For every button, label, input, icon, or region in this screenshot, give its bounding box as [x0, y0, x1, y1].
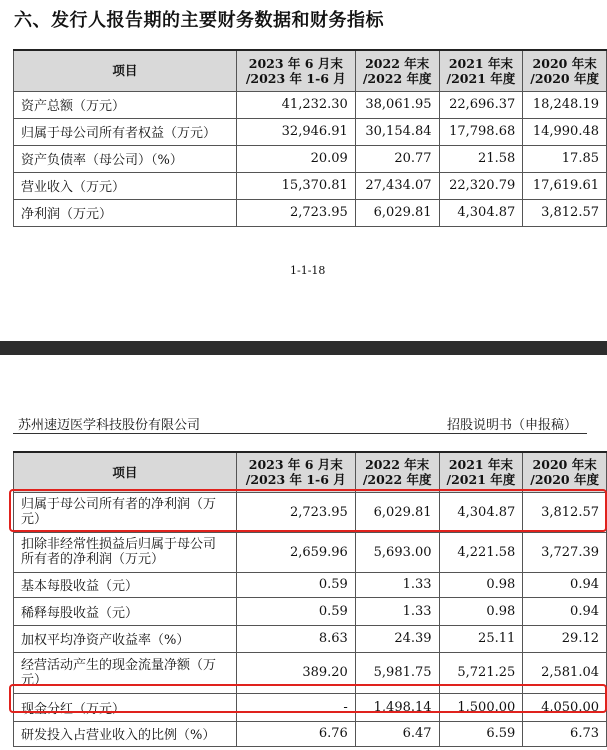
- row-value: 1,498.14: [355, 693, 439, 721]
- table-row: [14, 572, 607, 597]
- row-value: 2,581.04: [523, 652, 607, 693]
- row-label: 营业收入（万元）: [14, 172, 237, 199]
- row-label: 扣除非经常性损益后归属于母公司所有者的净利润（万元）: [14, 532, 237, 572]
- row-label: 归属于母公司所有者的净利润（万元）: [14, 492, 237, 532]
- row-label: 稀释每股收益（元）: [14, 597, 237, 625]
- row-value: 2,723.95: [236, 492, 355, 532]
- row-value: 6.73: [523, 721, 607, 746]
- row-value: 3,727.39: [523, 532, 607, 572]
- header-item: 项目: [14, 50, 237, 91]
- row-value: 14,990.48: [523, 118, 607, 145]
- row-value: 0.94: [523, 572, 607, 597]
- document-type: 招股说明书（申报稿）: [446, 418, 577, 433]
- row-value: 17.85: [523, 145, 607, 172]
- row-value: 21.58: [439, 145, 523, 172]
- table-header-row: [14, 452, 607, 492]
- row-value: 5,721.25: [439, 652, 523, 693]
- table-row: [14, 532, 607, 572]
- header-item: 项目: [14, 452, 237, 492]
- header-rule: [13, 433, 587, 434]
- page-divider: [0, 341, 607, 355]
- row-value: 27,434.07: [355, 172, 439, 199]
- row-value: 6.59: [439, 721, 523, 746]
- header-col-2023h1: 2023 年 6 月末 /2023 年 1-6 月: [236, 50, 355, 91]
- row-label: 现金分红（万元）: [14, 693, 237, 721]
- row-value: 29.12: [523, 625, 607, 652]
- row-value: 22,320.79: [439, 172, 523, 199]
- header-col-2022: 2022 年末 /2022 年度: [355, 50, 439, 91]
- header-col-2023h1: 2023 年 6 月末 /2023 年 1-6 月: [236, 452, 355, 492]
- row-value: 4,304.87: [439, 199, 523, 226]
- row-value: 20.09: [236, 145, 355, 172]
- row-value: 5,693.00: [355, 532, 439, 572]
- table-row: [14, 597, 607, 625]
- row-value: 0.59: [236, 597, 355, 625]
- row-value: 38,061.95: [355, 91, 439, 118]
- table-row: [14, 199, 607, 226]
- row-label: 资产负债率（母公司）（%）: [14, 145, 237, 172]
- header-col-2021: 2021 年末 /2021 年度: [439, 452, 523, 492]
- header-col-2020: 2020 年末 /2020 年度: [523, 50, 607, 91]
- row-value: 0.59: [236, 572, 355, 597]
- header-col-2020: 2020 年末 /2020 年度: [523, 452, 607, 492]
- table-row: [14, 693, 607, 721]
- row-value: 1,500.00: [439, 693, 523, 721]
- company-name: 苏州速迈医学科技股份有限公司: [18, 418, 201, 433]
- row-label: 基本每股收益（元）: [14, 572, 237, 597]
- row-label: 资产总额（万元）: [14, 91, 237, 118]
- row-label: 归属于母公司所有者权益（万元）: [14, 118, 237, 145]
- row-value: -: [236, 693, 355, 721]
- row-value: 4,050.00: [523, 693, 607, 721]
- table-row: [14, 91, 607, 118]
- table-row: [14, 145, 607, 172]
- financial-table-2: [13, 451, 607, 747]
- table-row: [14, 652, 607, 693]
- row-value: 17,798.68: [439, 118, 523, 145]
- row-value: 6.47: [355, 721, 439, 746]
- table-row: [14, 492, 607, 532]
- row-value: 17,619.61: [523, 172, 607, 199]
- row-value: 4,221.58: [439, 532, 523, 572]
- row-value: 8.63: [236, 625, 355, 652]
- row-value: 1.33: [355, 597, 439, 625]
- row-value: 41,232.30: [236, 91, 355, 118]
- row-value: 2,723.95: [236, 199, 355, 226]
- row-value: 1.33: [355, 572, 439, 597]
- row-value: 20.77: [355, 145, 439, 172]
- header-col-2021: 2021 年末 /2021 年度: [439, 50, 523, 91]
- row-label: 研发投入占营业收入的比例（%）: [14, 721, 237, 746]
- row-value: 389.20: [236, 652, 355, 693]
- row-value: 3,812.57: [523, 492, 607, 532]
- row-value: 32,946.91: [236, 118, 355, 145]
- row-label: 加权平均净资产收益率（%）: [14, 625, 237, 652]
- page-number: 1-1-18: [290, 264, 326, 277]
- row-value: 2,659.96: [236, 532, 355, 572]
- table-row: [14, 118, 607, 145]
- section-heading: 六、发行人报告期的主要财务数据和财务指标: [14, 10, 384, 31]
- row-value: 0.94: [523, 597, 607, 625]
- table-row: [14, 721, 607, 746]
- table-header-row: [14, 50, 607, 91]
- row-value: 30,154.84: [355, 118, 439, 145]
- row-value: 0.98: [439, 572, 523, 597]
- row-value: 18,248.19: [523, 91, 607, 118]
- row-value: 3,812.57: [523, 199, 607, 226]
- row-value: 6.76: [236, 721, 355, 746]
- row-value: 4,304.87: [439, 492, 523, 532]
- table-row: [14, 172, 607, 199]
- row-value: 25.11: [439, 625, 523, 652]
- row-value: 22,696.37: [439, 91, 523, 118]
- header-col-2022: 2022 年末 /2022 年度: [355, 452, 439, 492]
- row-value: 15,370.81: [236, 172, 355, 199]
- row-value: 24.39: [355, 625, 439, 652]
- row-value: 6,029.81: [355, 492, 439, 532]
- financial-table-1: [13, 49, 607, 227]
- row-label: 净利润（万元）: [14, 199, 237, 226]
- table-row: [14, 625, 607, 652]
- row-value: 5,981.75: [355, 652, 439, 693]
- row-value: 6,029.81: [355, 199, 439, 226]
- row-value: 0.98: [439, 597, 523, 625]
- row-label: 经营活动产生的现金流量净额（万元）: [14, 652, 237, 693]
